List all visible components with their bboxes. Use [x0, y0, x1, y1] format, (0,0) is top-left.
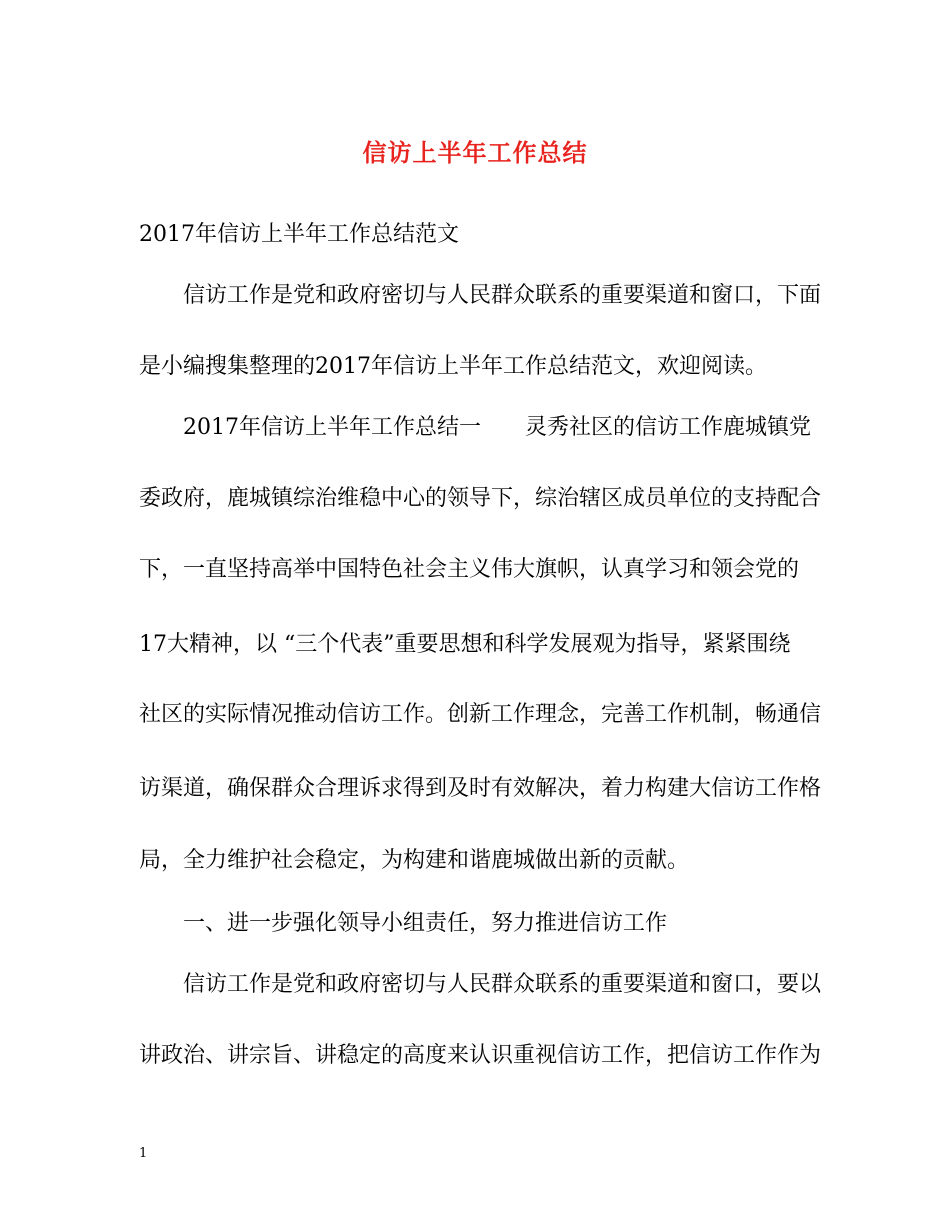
body-line: 访渠道，确保群众合理诉求得到及时有效解决，着力构建大信访工作格 [139, 776, 822, 801]
body-line: 下，一直坚持高举中国特色社会主义伟大旗帜，认真学习和领会党的 [139, 557, 800, 582]
body-line: 是小编搜集整理的2017年信访上半年工作总结范文，欢迎阅读。 [139, 354, 767, 379]
body-line: 局，全力维护社会稳定，为构建和谐鹿城做出新的贡献。 [139, 848, 690, 873]
body-line: 委政府，鹿城镇综治维稳中心的领导下，综治辖区成员单位的支持配合 [139, 486, 822, 511]
body-line: 信访工作是党和政府密切与人民群众联系的重要渠道和窗口，要以 [139, 972, 822, 997]
body-line: 17大精神，以 “三个代表”重要思想和科学发展观为指导，紧紧围绕 [139, 632, 791, 657]
body-line: 信访工作是党和政府密切与人民群众联系的重要渠道和窗口，下面 [139, 283, 822, 308]
page-number: 1 [139, 1146, 148, 1161]
body-line: 讲政治、讲宗旨、讲稳定的高度来认识重视信访工作，把信访工作作为 [139, 1043, 822, 1068]
document-subtitle: 2017年信访上半年工作总结范文 [139, 222, 459, 247]
section-heading: 一、进一步强化领导小组责任，努力推进信访工作 [139, 911, 668, 936]
body-line: 2017年信访上半年工作总结一 灵秀社区的信访工作鹿城镇党 [139, 415, 811, 440]
body-line: 社区的实际情况推动信访工作。创新工作理念，完善工作机制，畅通信 [139, 702, 822, 727]
document-title: 信访上半年工作总结 [362, 138, 588, 167]
